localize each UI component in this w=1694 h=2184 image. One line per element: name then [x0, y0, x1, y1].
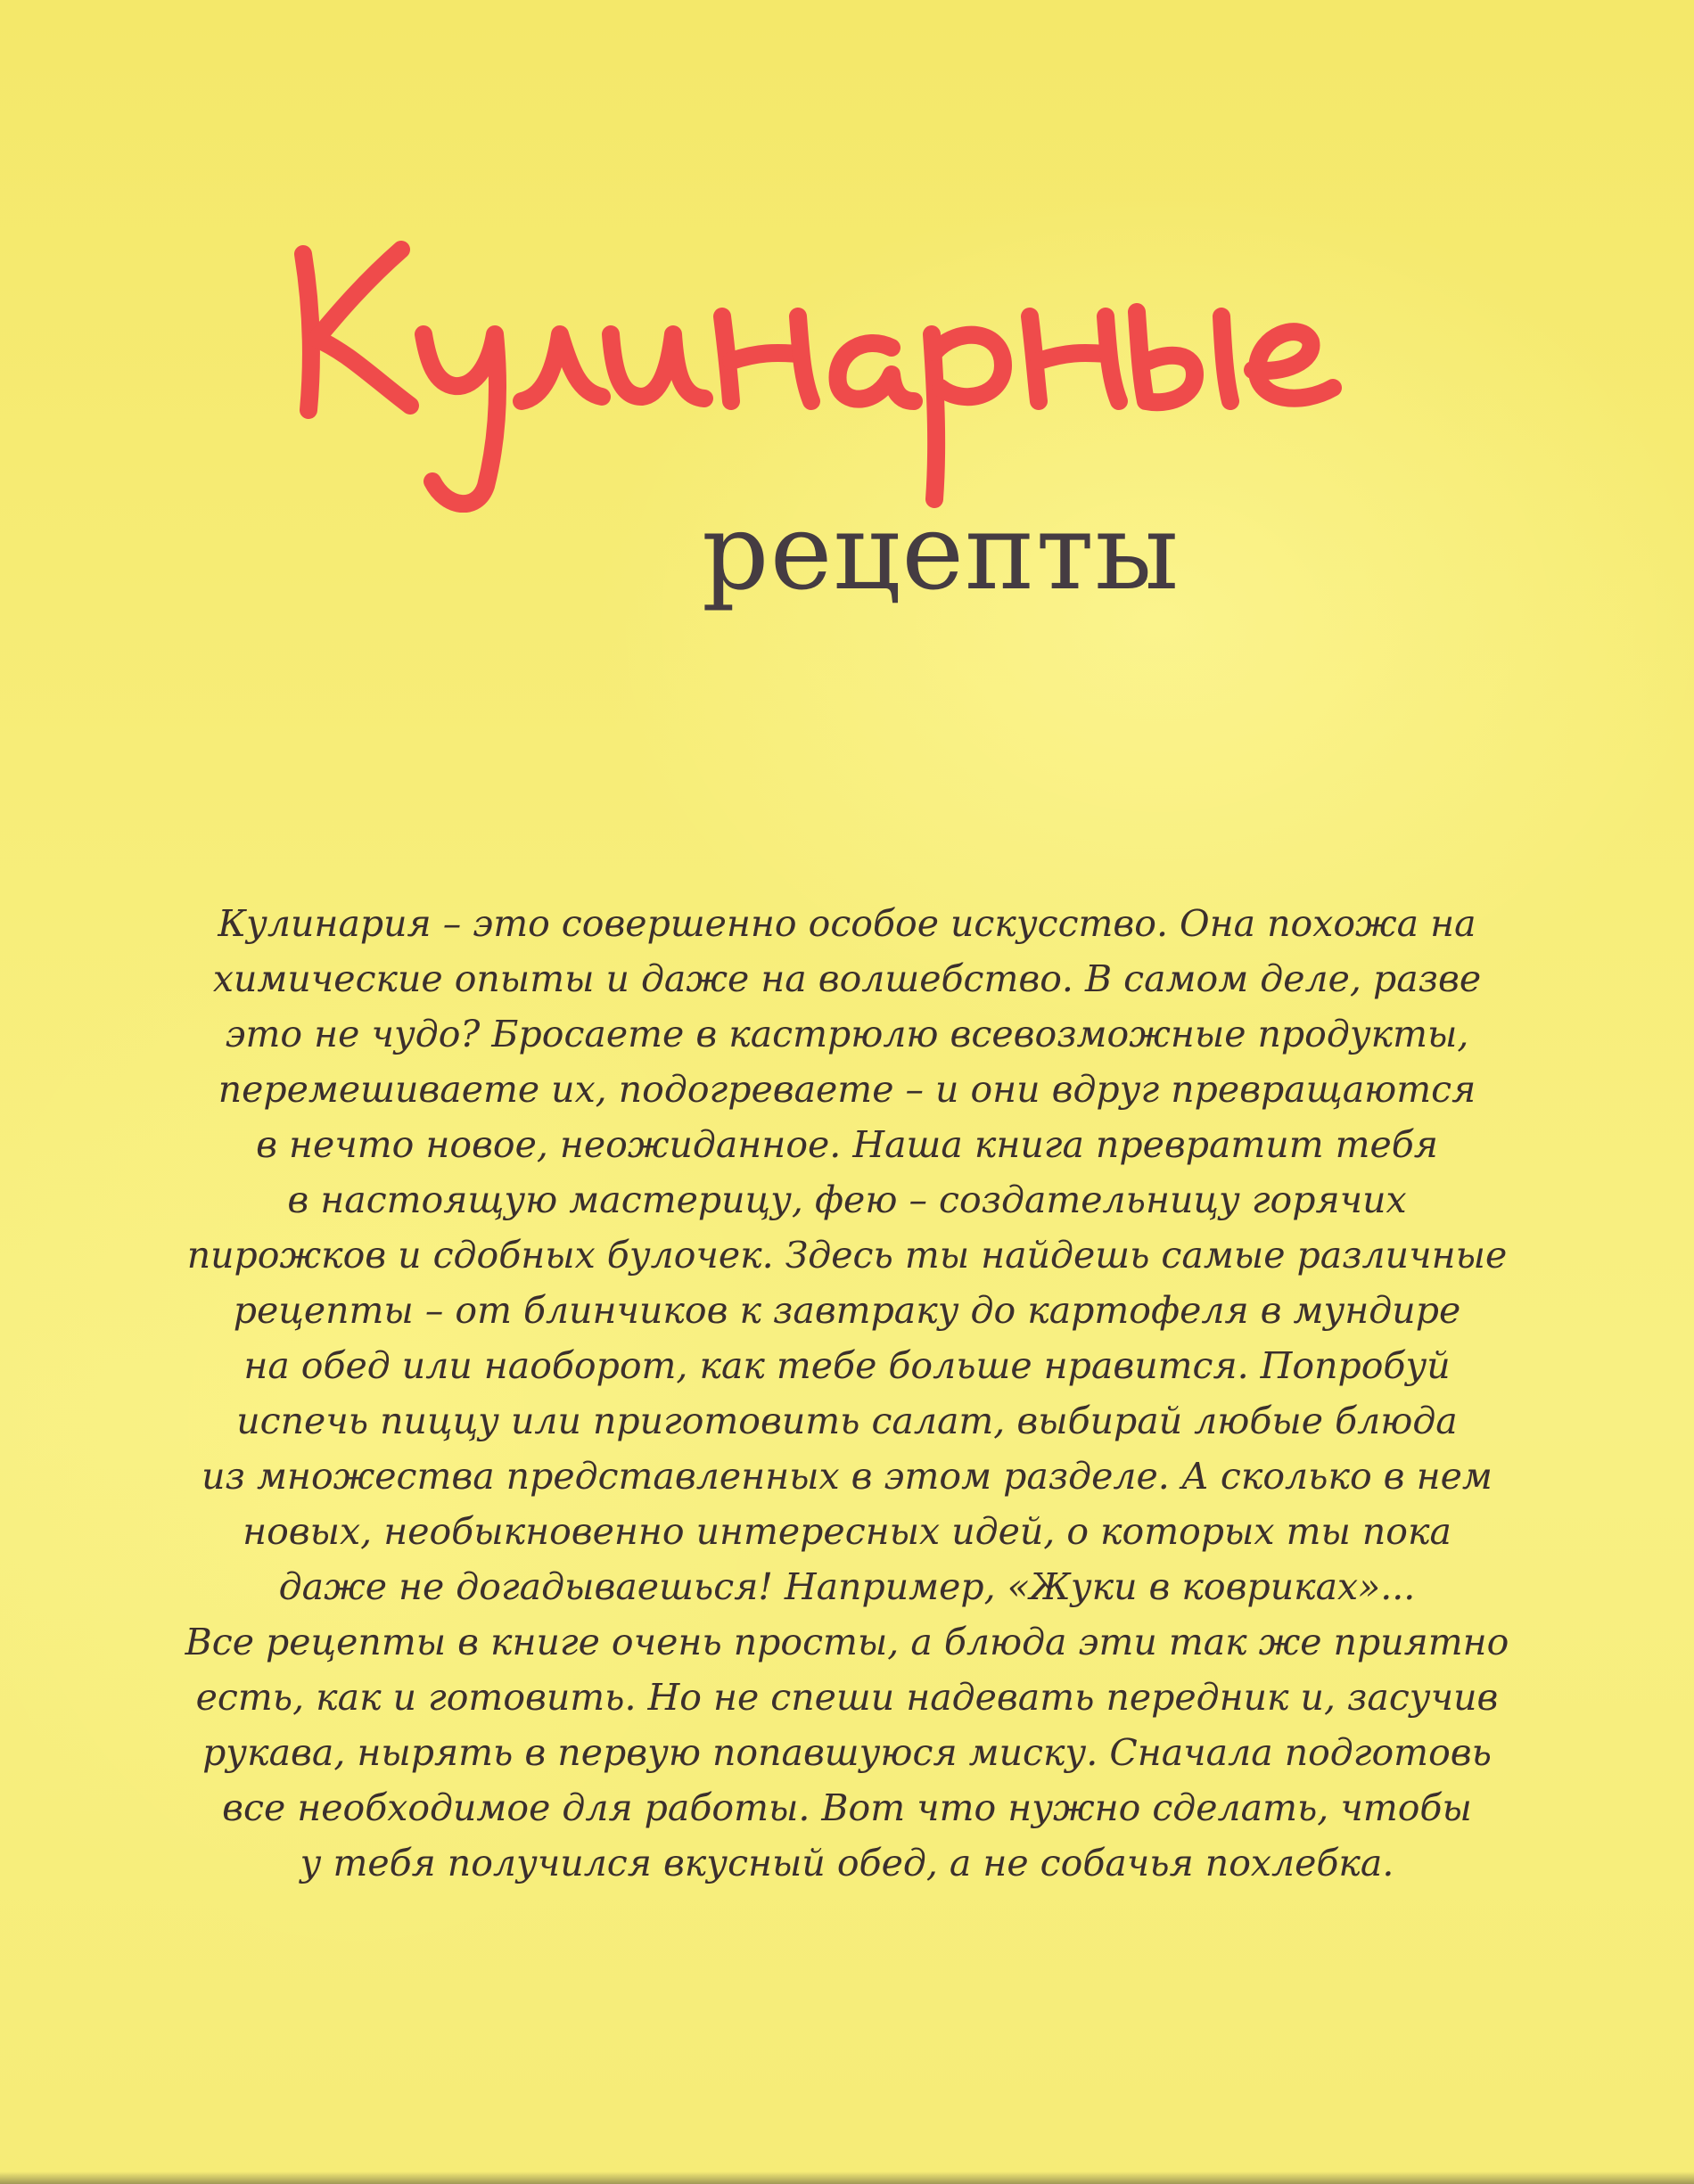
intro-line: в настоящую мастерицу, фею – создательницу горячих [287, 1178, 1407, 1221]
intro-line: на обед или наоборот, как тебе больше нравится. Попробуй [243, 1344, 1451, 1387]
intro-line: из множества представленных в этом разделе. А сколько в нем [201, 1455, 1493, 1498]
intro-line: даже не догадываешься! Например, «Жуки в ковриках»... [278, 1565, 1416, 1608]
handwritten-title [276, 227, 1453, 513]
handwritten-title-lettering [276, 227, 1453, 513]
intro-line: рецепты – от блинчиков к завтраку до картофеля в мундире [233, 1289, 1461, 1332]
page-subtitle: рецепты [702, 490, 1180, 613]
page-bottom-edge [0, 2172, 1694, 2184]
intro-line: это не чудо? Бросаете в кастрюлю всевозможные продукты, [225, 1013, 1469, 1055]
intro-line: новых, необыкновенно интересных идей, о которых ты пока [243, 1510, 1451, 1553]
intro-line: рукава, нырять в первую попавшуюся миску. Сначала подготовь [202, 1731, 1492, 1774]
intro-line: в нечто новое, неожиданное. Наша книга превратит тебя [256, 1123, 1438, 1166]
intro-line: Кулинария – это совершенно особое искусство. Она похожа на [218, 902, 1476, 945]
intro-line: все необходимое для работы. Вот что нужно сделать, чтобы [222, 1786, 1472, 1829]
intro-paragraph [178, 896, 1516, 1891]
intro-line: химические опыты и даже на волшебство. В самом деле, разве [212, 957, 1482, 1000]
intro-line: испечь пиццу или приготовить салат, выбирай любые блюда [236, 1400, 1458, 1442]
intro-line: Все рецепты в книге очень просты, а блюда эти так же приятно [185, 1621, 1509, 1663]
intro-line: перемешиваете их, подогреваете – и они вдруг превращаются [218, 1068, 1476, 1111]
intro-line: у тебя получился вкусный обед, а не собачья похлебка. [300, 1842, 1394, 1884]
intro-line: есть, как и готовить. Но не спеши надевать передник и, засучив [195, 1676, 1499, 1719]
intro-line: пирожков и сдобных булочек. Здесь ты найдешь самые различные [186, 1234, 1508, 1277]
